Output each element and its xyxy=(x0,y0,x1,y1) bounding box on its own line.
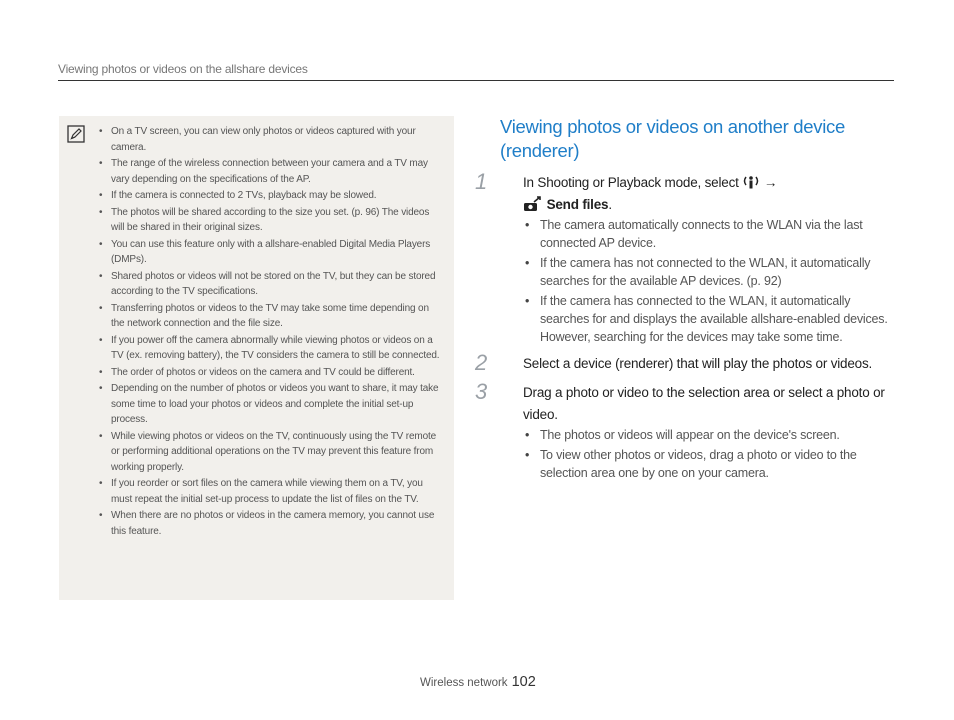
send-files-icon xyxy=(523,196,543,212)
section-title: Viewing photos or videos on another device (renderer) xyxy=(500,116,845,161)
note-item: • The range of the wireless connection between your camera and a TV may vary depending on the specifications of the AP. xyxy=(99,156,444,187)
note-item: • When there are no photos or videos in the camera memory, you cannot use this feature. xyxy=(99,508,444,539)
running-title: Viewing photos or videos on the allshare devices xyxy=(58,62,308,76)
list-item: • If the camera has not connected to the WLAN, it automatically searches for the available AP devices. (p. 92) xyxy=(523,254,895,290)
step-1-bullets xyxy=(523,216,895,346)
step-3-bullets xyxy=(523,426,895,482)
note-box xyxy=(59,116,454,600)
step-number: 2 xyxy=(475,350,488,375)
note-item: • If you reorder or sort files on the camera while viewing them on a TV, you must repeat the initial set-up process to update the list of files on the TV. xyxy=(99,476,444,507)
list-item: • If the camera has connected to the WLAN, it automatically searches for and displays the available allshare-enabled devices. However, searching for the devices may take some time. xyxy=(523,292,895,346)
step-number: 3 xyxy=(475,379,488,404)
step-text xyxy=(523,172,895,216)
note-item: • Shared photos or videos will not be stored on the TV, but they can be stored according to the TV specifications. xyxy=(99,269,444,300)
footer-section: Wireless network xyxy=(420,677,508,689)
page-number: 102 xyxy=(511,674,536,690)
header-rule xyxy=(58,80,894,81)
note-item: • Depending on the number of photos or videos you want to share, it may take some time to load your photos or videos and complete the initial set-up process. xyxy=(99,381,444,428)
send-files-label: Send files xyxy=(546,197,609,212)
note-list xyxy=(99,124,444,540)
step-3 xyxy=(475,379,895,482)
note-item: • If the camera is connected to 2 TVs, playback may be slowed. xyxy=(99,188,444,204)
list-item: • The photos or videos will appear on the device's screen. xyxy=(523,426,895,444)
step-2 xyxy=(475,350,895,375)
step-number: 1 xyxy=(475,169,488,194)
note-item: • If you power off the camera abnormally while viewing photos or videos on a TV (ex. removing battery), the TV considers the camera to still be connected. xyxy=(99,333,444,364)
step-text-suffix: . xyxy=(608,197,612,212)
note-item: • The photos will be shared according to the size you set. (p. 96) The videos will be shared in their original sizes. xyxy=(99,205,444,236)
steps xyxy=(475,169,895,489)
wireless-mode-icon xyxy=(742,174,760,190)
note-item: • While viewing photos or videos on the TV, continuously using the TV remote or performing additional operations on the TV may prevent this feature from working properly. xyxy=(99,429,444,476)
list-item: • The camera automatically connects to the WLAN via the last connected AP device. xyxy=(523,216,895,252)
arrow-symbol: → xyxy=(763,175,778,190)
page-footer xyxy=(420,674,536,690)
note-item: • You can use this feature only with a allshare-enabled Digital Media Players (DMPs). xyxy=(99,237,444,268)
note-item: • The order of photos or videos on the camera and TV could be different. xyxy=(99,365,444,381)
step-text-prefix: In Shooting or Playback mode, select xyxy=(523,175,739,190)
note-item: • Transferring photos or videos to the TV may take some time depending on the network connection and the file size. xyxy=(99,301,444,332)
step-1 xyxy=(475,169,895,346)
step-text: Drag a photo or video to the selection area or select a photo or video. xyxy=(523,385,885,422)
pencil-note-icon xyxy=(67,125,85,143)
list-item: • To view other photos or videos, drag a photo or video to the selection area one by one on your camera. xyxy=(523,446,895,482)
note-item: • On a TV screen, you can view only photos or videos captured with your camera. xyxy=(99,124,444,155)
step-text: Select a device (renderer) that will play the photos or videos. xyxy=(523,356,873,371)
